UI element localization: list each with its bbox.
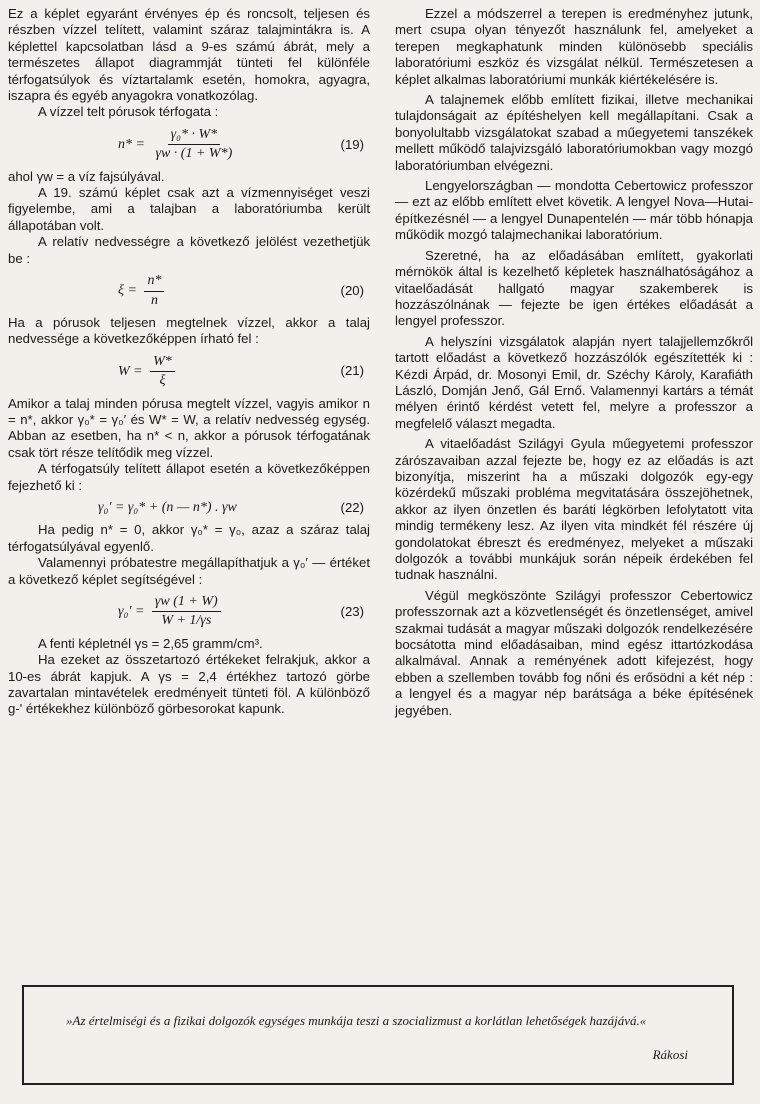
- equation-22: [8, 500, 370, 516]
- paragraph: A vitaelőadást Szilágyi Gyula műegyetemi professzor zárószavaiban azzal fejezte be, hogy ez az előadás is azt bizonyítja, miszerint ha a műszaki dolgozók egy-egy közérdekű műszaki probléma megvitatására összejöhetnek, akkor az ilyen önzetlen és baráti légkörben lefolytatott vita mindig termékeny lesz. Az ilyen vita mindkét fél részére új gondolatokat ébreszt és eredményez, melyeket a műszaki dolgozók a további munkájuk során népeik érdekében fel tudnak használni.: [395, 436, 753, 583]
- equation-number: (19): [340, 136, 364, 152]
- equation-lhs: γ₀′ =: [118, 604, 145, 620]
- equation-number: (22): [340, 499, 364, 515]
- fraction: [150, 354, 175, 390]
- quote-text: »Az értelmiségi és a fizikai dolgozók egységes munkája teszi a szocializmust a korlátlan lehetőségek hazájává.«: [66, 1013, 647, 1028]
- paragraph: A 19. számú képlet csak azt a vízmennyiséget veszi figyelembe, ami a talajban a laboratóriumba került állapotában volt.: [8, 185, 370, 233]
- fraction-numerator: γ₀* · W*: [168, 127, 221, 145]
- fraction-denominator: γw · (1 + W*): [155, 146, 233, 162]
- fraction-denominator: ξ: [159, 373, 166, 389]
- right-column: [395, 6, 753, 719]
- paragraph: A vízzel telt pórusok térfogata :: [38, 104, 219, 120]
- fraction-denominator: W + 1/γs: [161, 613, 212, 629]
- paragraph: A térfogatsúly telített állapot esetén a következőképpen fejezhető ki :: [8, 461, 370, 493]
- fraction-denominator: n: [150, 292, 158, 308]
- paragraph: Ez a képlet egyaránt érvényes ép és roncsolt, teljesen és részben vízzel telített, valamint száraz talajmintákra is. A képlettel kapcsolatban lásd a 9-es számú ábrát, mely a természetes állapot diagrammját tünteti fel különféle térfogatsúlyok és víztartalamk esetén, homokra, agyagra, iszapra és egyéb anyagokra vonatkozólag.: [8, 6, 370, 104]
- equation-lhs: n* =: [118, 136, 145, 152]
- fraction: [152, 594, 221, 630]
- paragraph: Szeretné, ha az előadásában említett, gyakorlati mérnökök által is kezelhető képletek használhatóságához a vitaelőadását hallgató magyar szakemberek is hozzászólnának — fejezte be igen értékes előadását a lengyel professzor.: [395, 247, 753, 329]
- equation-21: [8, 354, 370, 390]
- paragraph: Valamennyi próbatestre megállapíthatjuk a γ₀′ — értéket a következő képlet segítségével :: [8, 555, 370, 587]
- fraction-numerator: γw (1 + W): [152, 594, 221, 612]
- equation-20: [8, 273, 370, 309]
- quote-author: Rákosi: [652, 1047, 688, 1062]
- fraction-numerator: W*: [150, 354, 175, 372]
- paragraph: Ha ezeket az összetartozó értékeket felrakjuk, akkor a 10-es ábrát kapjuk. A γs = 2,4 értékhez tartozó görbe zavartalan mintavételek eredményeit tünteti föl. A különböző g-' értékekhez különböző görbesorokat kapunk.: [8, 652, 370, 717]
- paragraph: A fenti képletnél γs = 2,65 gramm/cm³.: [38, 635, 263, 651]
- equation-number: (23): [340, 603, 364, 619]
- equation-number: (20): [340, 282, 364, 298]
- paragraph: Végül megköszönte Szilágyi professzor Cebertowicz professzornak azt a közvetlenségét és önzetlenséget, amivel szakmai tudását a magyar műszaki dolgozók rendelkezésére bocsátotta mind előadásaiban, mind egész ittartózkodása alkalmával. Annak a reményének adott kifejezést, hogy ebben a szellemben tovább fog nőni és erősödni a két nép : a lengyel és a magyar nép barátsága a béke építésének jegyében.: [395, 587, 753, 718]
- equation-lhs: ξ =: [118, 283, 137, 299]
- paragraph: Ha a pórusok teljesen megtelnek vízzel, akkor a talaj nedvessége a következőképpen írható fel :: [8, 314, 370, 347]
- equation-lhs: W =: [118, 363, 143, 379]
- equation-19: [8, 127, 370, 163]
- equation-23: [8, 594, 370, 630]
- paragraph: A talajnemek előbb említett fizikai, illetve mechanikai tulajdonságait az építéshelyen kell megállapítani. Csak a bonyolultabb vizsgálatokat szabad a műegyetemi tanszékek mellett működő talajvizsgáló laboratóriumokban vagy mozgó laboratóriumban elvégezni.: [395, 92, 753, 173]
- paragraph: Amikor a talaj minden pórusa megtelt vízzel, vagyis amikor n = n*, akkor γ₀* = γ₀′ és W* = W, a relatív nedvesség egység. Abban az esetben, ha n* < n, akkor a pórusok térfogatának csak tört része telítődik meg vízzel.: [8, 395, 370, 460]
- paragraph: Ezzel a módszerrel a terepen is eredményhez jutunk, mert csupa olyan tényezőt használunk fel, amelyeket a terepen megkaphatunk minden különösebb speciális laboratóriumi eszköz és vizsgálat nélkül. Természetesen a képlet alkalmas laboratóriumi munkák kiértékelésére is.: [395, 6, 753, 87]
- paragraph: ahol γw = a víz fajsúlyával.: [8, 168, 165, 184]
- fraction: [152, 127, 235, 163]
- fraction: [144, 273, 164, 309]
- paragraph: Lengyelországban — mondotta Cebertowicz professzor — ezt az előbb említett elvet követik. A lengyel Nova—Hutai- építkezésnél — a lengyel Dunapentelén — már több hónapja működik mozgó talajmechanikai laboratórium.: [395, 178, 753, 243]
- left-column: [8, 6, 370, 718]
- equation-number: (21): [340, 363, 364, 379]
- quote-box: [22, 985, 734, 1085]
- fraction-numerator: n*: [144, 273, 164, 291]
- paragraph: A helyszíni vizsgálatok alapján nyert talajjellemzőkről tartott előadást a következő hozzászólók egészítették ki : Kézdi Árpád, dr. Mosonyi Emil, dr. Széchy Károly, Karafiáth László, Domján Jenő, Gál Ernő. Valamennyi kartárs a témát mélyen érintő kérdést vetett fel, melyre a professzor a megfelelő választ megadta.: [395, 333, 753, 431]
- paragraph: Ha pedig n* = 0, akkor γ₀* = γ₀, azaz a száraz talaj térfogatsúlyával egyenlő.: [8, 522, 370, 554]
- equation-expression: γ₀′ = γ₀* + (n — n*) . γw: [98, 499, 237, 515]
- paragraph: A relatív nedvességre a következő jelölést vezethetjük be :: [8, 234, 370, 266]
